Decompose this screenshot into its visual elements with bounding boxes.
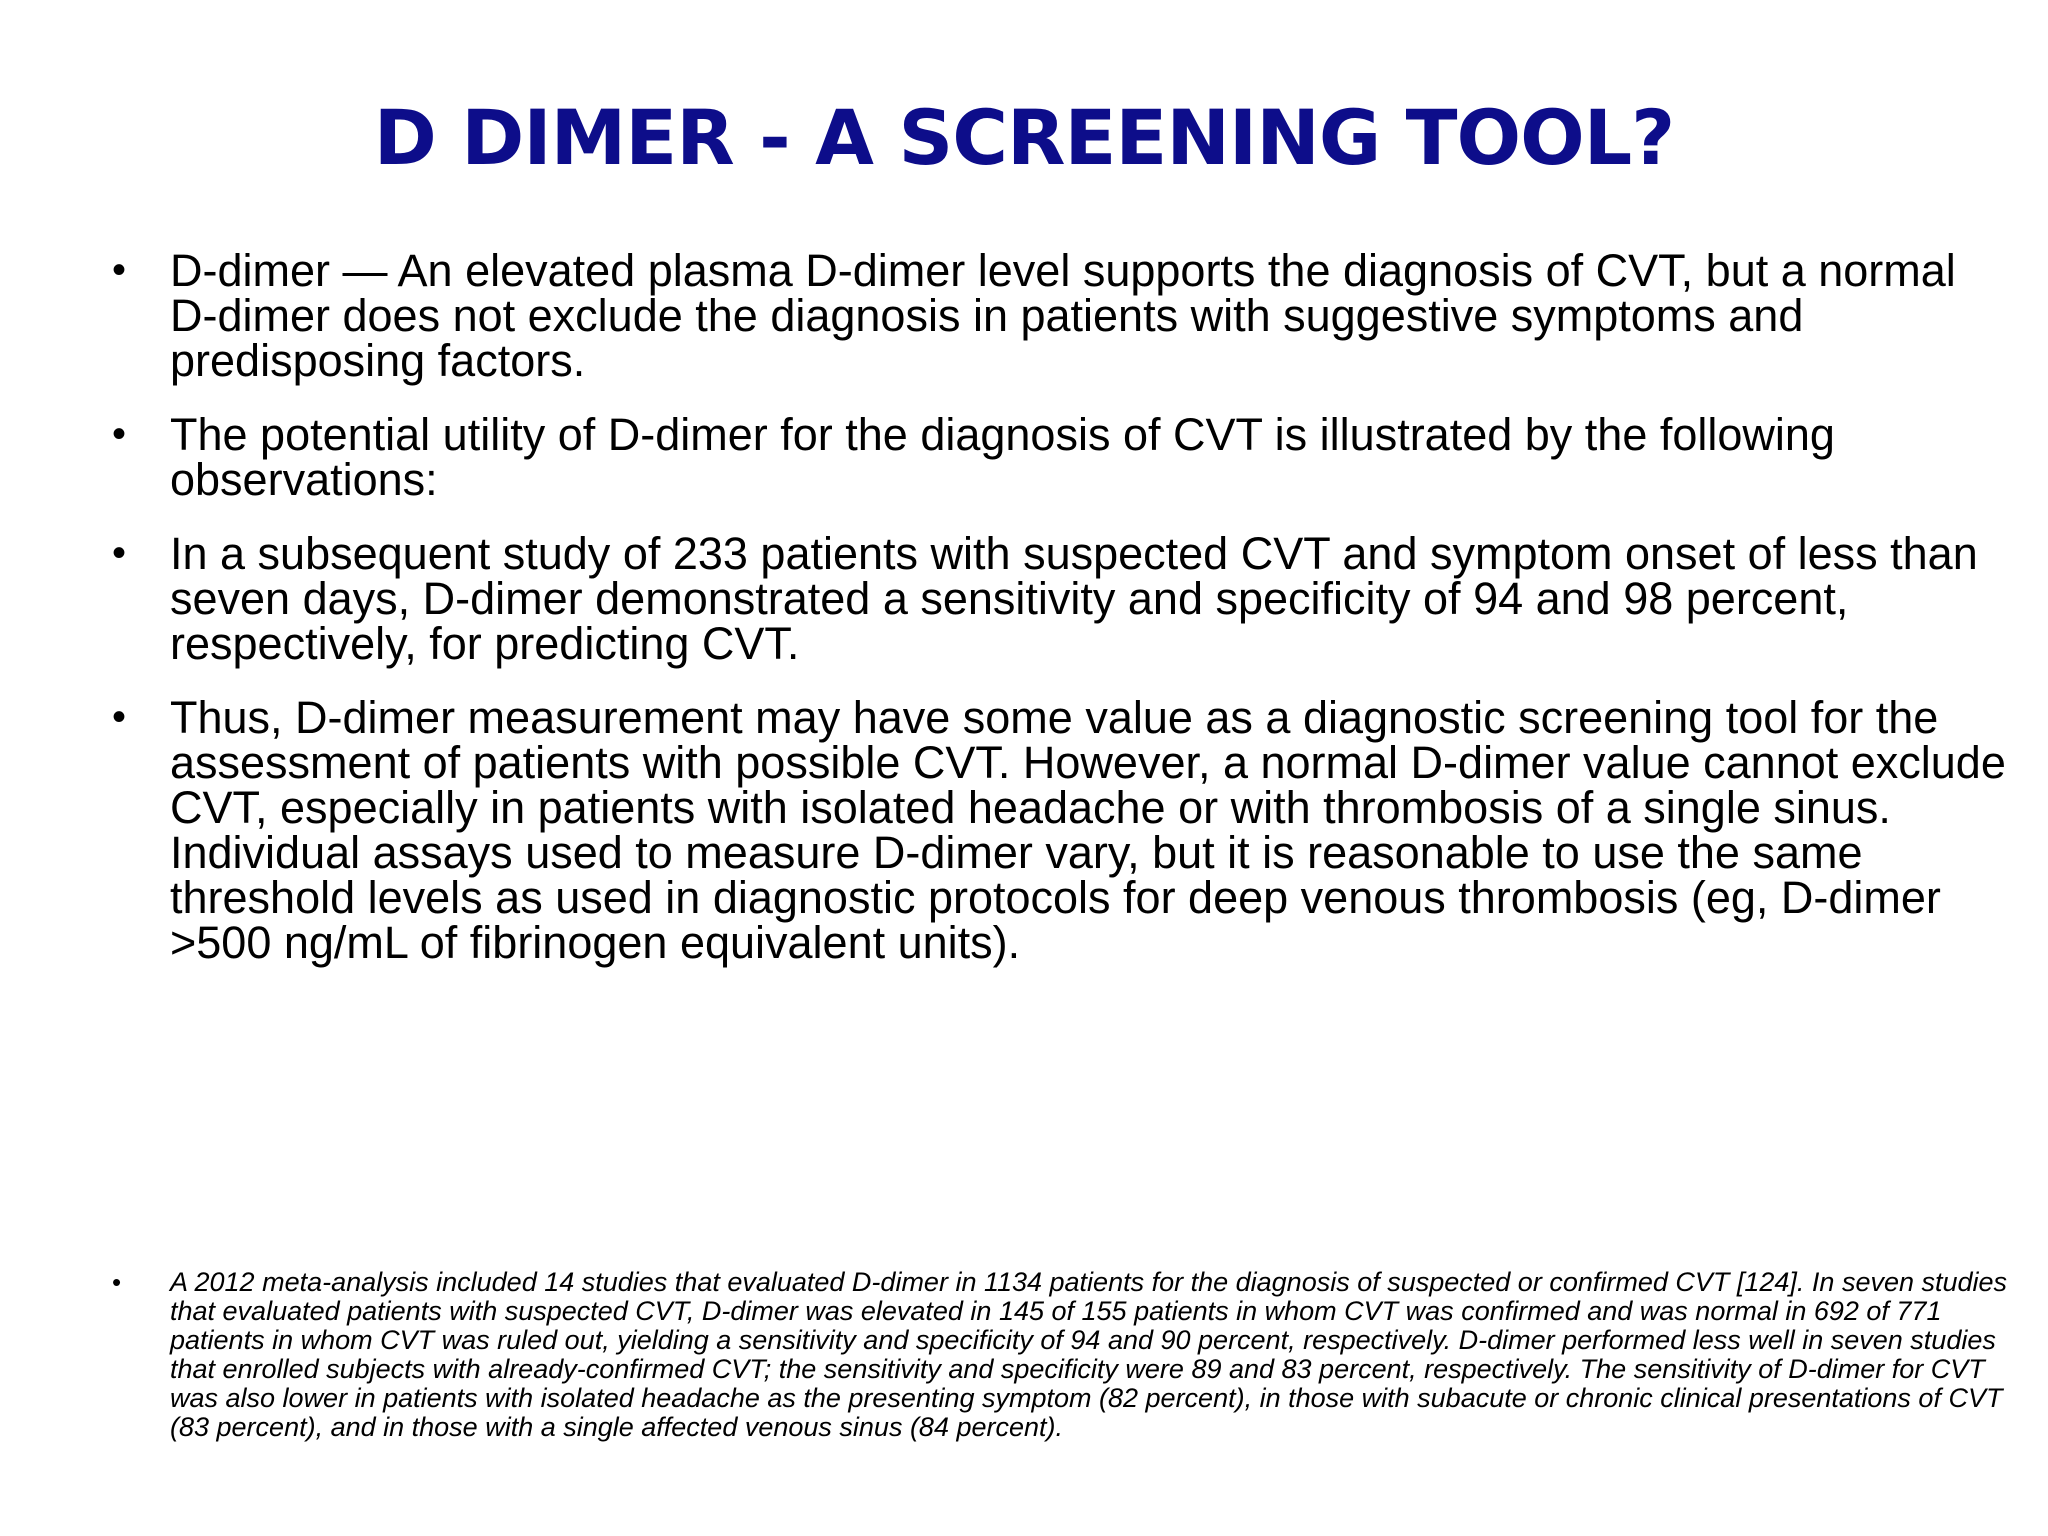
footnote-bullet-dot: • <box>112 1267 122 1297</box>
bullet-item <box>112 409 2012 505</box>
bullet-text: In a subsequent study of 233 patients with suspected CVT and symptom onset of less than seven days, D-dimer demonstrated a sensitivity and specificity of 94 and 98 percent, respectively, for predicting CVT. <box>170 528 1978 669</box>
footnote <box>112 1268 2012 1442</box>
bullet-dot: • <box>112 531 127 575</box>
slide-title: D DIMER - A SCREENING TOOL? <box>373 93 1675 182</box>
bullet-item <box>112 245 2012 386</box>
bullet-item <box>112 692 2012 968</box>
bullet-item <box>112 528 2012 669</box>
bullet-dot: • <box>112 412 127 456</box>
bullet-text: Thus, D-dimer measurement may have some value as a diagnostic screening tool for the assessment of patients with possible CVT. However, a normal D-dimer value cannot exclude CVT, especially in patients with isolated headache or with thrombosis of a single sinus. Individual assays used to measure D-dimer vary, but it is reasonable to use the same threshold levels as used in diagnostic protocols for deep venous thrombosis (eg, D-dimer >500 ng/mL of fibrinogen equivalent units). <box>170 692 2006 968</box>
bullet-list <box>112 245 2012 994</box>
bullet-dot: • <box>112 695 127 739</box>
footnote-text: A 2012 meta-analysis included 14 studies that evaluated D-dimer in 1134 patients for the diagnosis of suspected or confirmed CVT [124]. In seven studies that evaluated patients with suspected CVT, D-dimer was elevated in 145 of 155 patients in whom CVT was confirmed and was normal in 692 of 771 patients in whom CVT was ruled out, yielding a sensitivity and specificity of 94 and 90 percent, respectively. D-dimer performed less well in seven studies that enrolled subjects with already-confirmed CVT; the sensitivity and specificity were 89 and 83 percent, respectively. The sensitivity of D-dimer for CVT was also lower in patients with isolated headache as the presenting symptom (82 percent), in those with subacute or chronic clinical presentations of CVT (83 percent), and in those with a single affected venous sinus (84 percent). <box>170 1267 2008 1442</box>
bullet-text: D-dimer — An elevated plasma D-dimer level supports the diagnosis of CVT, but a normal D-dimer does not exclude the diagnosis in patients with suggestive symptoms and predisposing factors. <box>170 245 1956 386</box>
bullet-dot: • <box>112 248 127 292</box>
bullet-text: The potential utility of D-dimer for the diagnosis of CVT is illustrated by the following observations: <box>170 409 1835 505</box>
